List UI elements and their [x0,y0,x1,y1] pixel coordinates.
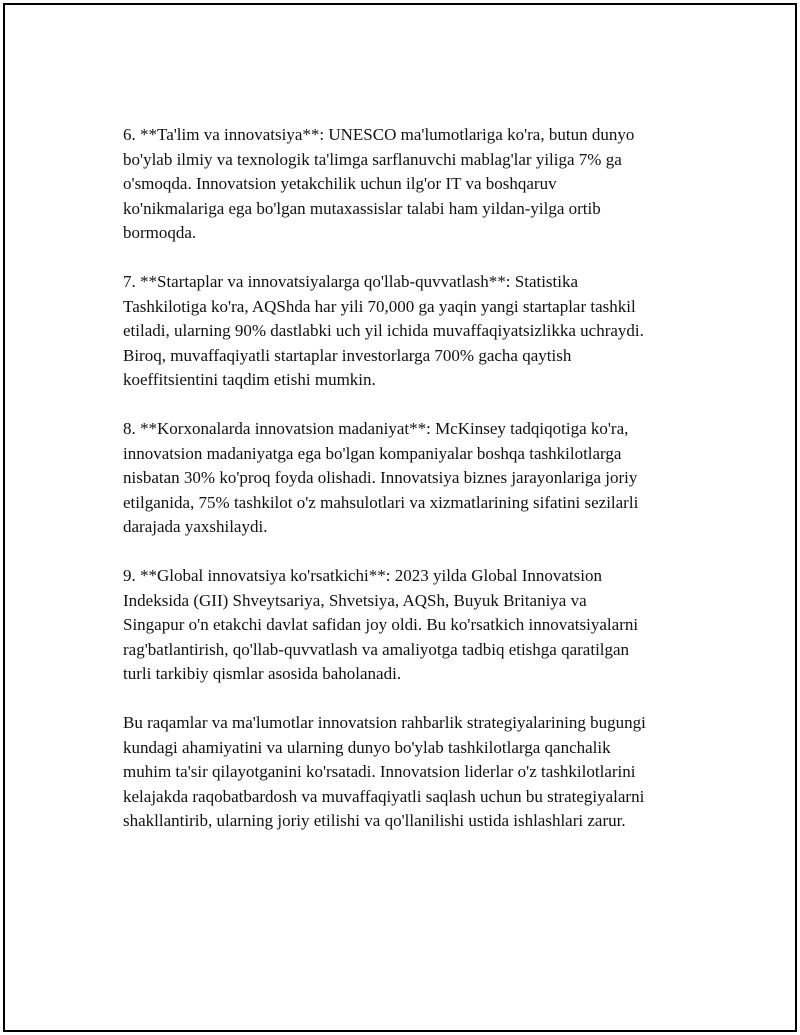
text-line: etilganida, 75% tashkilot o'z mahsulotlari va xizmatlarining sifatini sezilarli [123,492,639,512]
paragraph-6 [123,123,703,246]
text-line: koeffitsientini taqdim etishi mumkin. [123,370,376,389]
page-frame [3,3,797,1032]
paragraph-conclusion [123,711,703,834]
text-line: Tashkilotiga ko'ra, AQShda har yili 70,000 ga yaqin yangi startaplar tashkil [123,296,636,316]
text-line: o'smoqda. Innovatsion yetakchilik uchun ilg'or IT va boshqaruv [123,174,557,193]
document-body [123,123,703,858]
text-line: bormoqda. [123,223,197,242]
text-line: 9. **Global innovatsiya ko'rsatkichi**: 2023 yilda Global Innovatsion [123,566,602,585]
text-line: shakllantirib, ularning joriy etilishi va qo'llanilishi ustida ishlashlari zarur. [123,811,626,830]
text-line: muhim ta'sir qilayotganini ko'rsatadi. Innovatsion liderlar o'z tashkilotlarini [123,762,636,781]
text-line: turli tarkibiy qismlar asosida baholanadi. [123,664,402,683]
text-line: ko'nikmalariga ega bo'lgan mutaxassislar talabi ham yildan-yilga ortib [123,198,601,218]
paragraph-8 [123,417,703,540]
text-line: Biroq, muvaffaqiyatli startaplar investorlarga 700% gacha qaytish [123,345,572,365]
text-line: nisbatan 30% ko'proq foyda olishadi. Innovatsiya biznes jarayonlariga joriy [123,468,638,487]
text-line: Bu raqamlar va ma'lumotlar innovatsion rahbarlik strategiyalarining bugungi [123,713,646,732]
text-line: rag'batlantirish, qo'llab-quvvatlash va amaliyotga tadbiq etishga qaratilgan [123,639,630,659]
text-line: darajada yaxshilaydi. [123,517,268,536]
text-line: etiladi, ularning 90% dastlabki uch yil ichida muvaffaqiyatsizlikka uchraydi. [123,321,644,340]
text-line: 7. **Startaplar va innovatsiyalarga qo'llab-quvvatlash**: Statistika [123,272,579,291]
text-line: kundagi ahamiyatini va ularning dunyo bo'ylab tashkilotlarga qanchalik [123,737,611,757]
text-line: Indeksida (GII) Shveytsariya, Shvetsiya, AQSh, Buyuk Britaniya va [123,590,587,610]
text-line: bo'ylab ilmiy va texnologik ta'limga sarflanuvchi mablag'lar yiliga 7% ga [123,149,622,169]
text-line: kelajakda raqobatbardosh va muvaffaqiyatli saqlash uchun bu strategiyalarni [123,786,645,806]
paragraph-9 [123,564,703,687]
text-line: 8. **Korxonalarda innovatsion madaniyat**: McKinsey tadqiqotiga ko'ra, [123,419,629,438]
text-line: Singapur o'n etakchi davlat safidan joy oldi. Bu ko'rsatkich innovatsiyalarni [123,615,639,634]
paragraph-7 [123,270,703,393]
text-line: innovatsion madaniyatga ega bo'lgan kompaniyalar boshqa tashkilotlarga [123,443,622,463]
text-line: 6. **Ta'lim va innovatsiya**: UNESCO ma'lumotlariga ko'ra, butun dunyo [123,125,635,144]
